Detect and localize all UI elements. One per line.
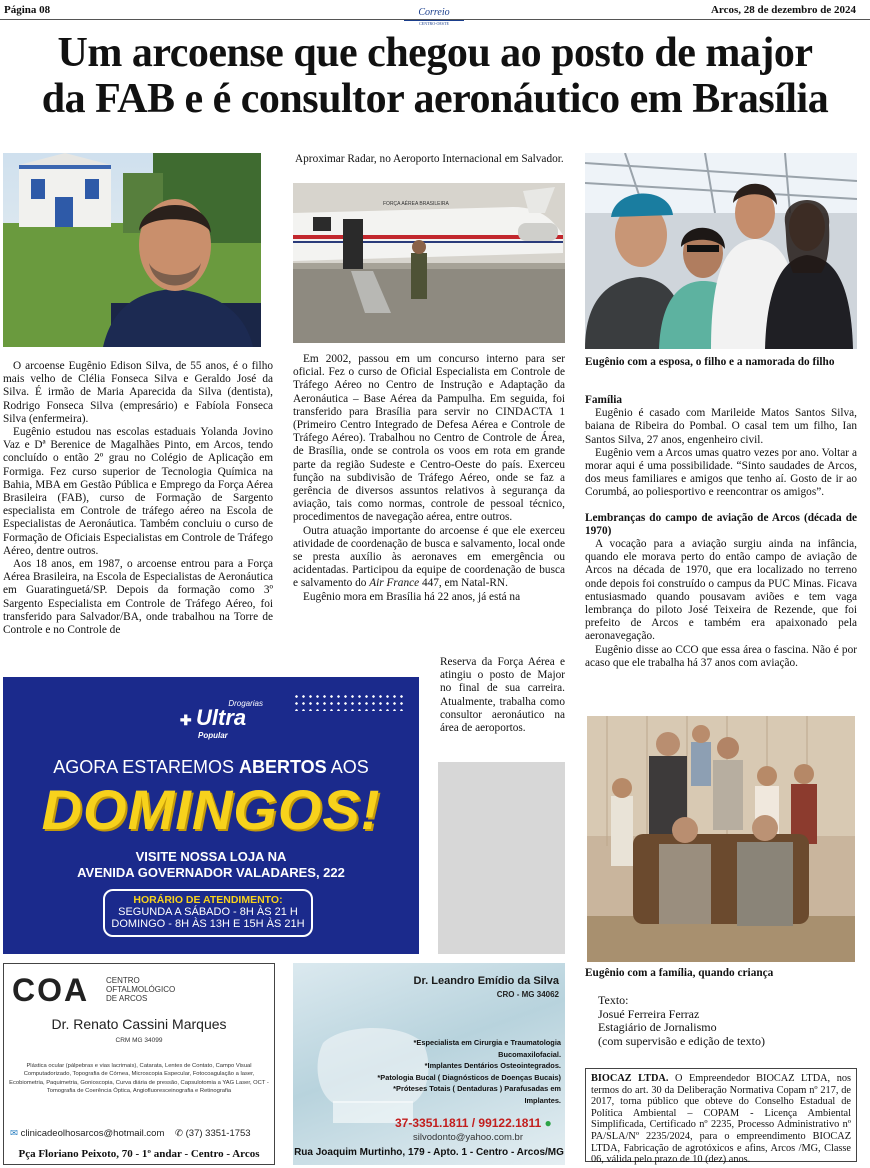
headline-line-2: da FAB e é consultor aeronáutico em Brasília: [41, 76, 829, 122]
plane-lettering: FORÇA AÉREA BRASILEIRA: [383, 201, 449, 207]
dentist-service: *Próteses Totais ( Dentaduras ) Parafusadas em Implantes.: [393, 1084, 561, 1105]
gray-placeholder-box: [438, 762, 565, 954]
paragraph: Aproximar Radar, no Aeroporto Internacional em Salvador.: [295, 153, 564, 165]
plus-icon: ✚: [179, 712, 192, 728]
notice-company: BIOCAZ LTDA.: [591, 1073, 669, 1084]
notice-text: O Empreendedor BIOCAZ LTDA, nos termos do art. 30 da Deliberação Normativa Copam nº 217, de 2017, torna público que obteve do Conselho Estadual de Política Ambiental – COPAM - Licença Ambiental Simplificada, Certificado nº 2235, Processo Administrativo nº PA/SLA/Nº 2235/2024, para o empreendimento BIOCAZ LTDA, Fabricação de agrotóxicos e afins, Arcos /MG, Classe 06, válida pelo prazo de 10 (dez) anos.: [591, 1073, 852, 1166]
coa-logo: COA: [12, 972, 90, 1008]
coa-name: [106, 976, 175, 1003]
ultra-brand-top: Drogarias: [228, 699, 263, 708]
paragraph: Eugênio estudou nas escolas estaduais Yolanda Jovino Vaz e Dª Berenice de Magalhães Pinto, em Arcos, tendo concluído o então 2º grau no Colégio de Aplicação em Formiga. Fez curso superior de Tecnologia Química na Bahia, MBA em Gestão Pública e Emprego da Força Aérea Brasileira (FAB), curso de Formação de Sargento especialista em Controle de tráfego aéreo na Escola de Especialistas de Aeronáutica. Também concluiu o curso de Formação de Oficiais Especialistas em Controle de Tráfego Aéreo, dentre outros.: [3, 426, 273, 557]
phone-icon: ✆: [175, 1128, 183, 1139]
childhood-family-photo: [587, 716, 855, 962]
paragraph: Outra atuação importante do arcoense é que ele exerceu atividade de coordenação de busca e salvamento, local onde se presta auxílio às aeronaves em emergência ou acidentadas. Participou da equipe de coordenação de busca e salvamento do Air France 447, em Natal-RN.: [293, 524, 565, 590]
portrait-photo: [3, 153, 261, 347]
coa-contact: [10, 1128, 251, 1139]
dot-pattern: [293, 693, 403, 711]
coa-doctor: Dr. Renato Cassini Marques: [51, 1016, 227, 1032]
ad-visit-2: AVENIDA GOVERNADOR VALADARES, 222: [77, 865, 345, 880]
section-title-memories: Lembranças do campo de aviação de Arcos (década de 1970): [585, 511, 857, 537]
hours-weekdays: SEGUNDA A SÁBADO - 8H ÀS 21 H: [118, 906, 298, 918]
dentist-phones-text: 37-3351.1811 / 99122.1811: [395, 1116, 542, 1130]
paragraph: Eugênio disse ao CCO que essa área o fascina. Não é por acaso que ele trabalha há 37 anos com aviação.: [585, 643, 857, 669]
ad-line-1: [3, 757, 419, 778]
ultra-brand: Ultra: [196, 705, 247, 730]
column-2-top-text: [295, 153, 565, 166]
headline-line-1: Um arcoense que chegou ao posto de major: [57, 30, 813, 76]
ultra-brand-sub: Popular: [198, 731, 228, 740]
dentist-service: *Patologia Bucal ( Diagnósticos de Doenças Bucais): [377, 1072, 561, 1082]
coa-email: clinicadeolhosarcos@hotmail.com: [20, 1128, 165, 1139]
paragraph: Eugênio vem a Arcos umas quatro vezes por ano. Voltar a morar aqui é uma possibilidade. “Sinto saudades de Arcos, dos meus familiares e amigos que tenho aí. Gosto de ir ao Corumbá, ao poliesportivo e reencontrar os amigos”.: [585, 446, 857, 499]
credits-note: (com supervisão e edição de texto): [598, 1033, 765, 1048]
photo-caption-1: Eugênio com a esposa, o filho e a namorada do filho: [585, 356, 835, 368]
newspaper-logo: [404, 2, 464, 26]
coa-address: Pça Floriano Peixoto, 70 - 1º andar - Centro - Arcos: [18, 1148, 260, 1160]
dentist-cro: CRO - MG 34062: [496, 990, 559, 999]
paragraph: Aos 18 anos, em 1987, o arcoense entrou para a Força Aérea Brasileira, na Escola de Especialistas de Aeronáutica em Guaratinguetá/SP. Depois da formação como 3º Sargento Especialista em Controle de Tráfego Aéreo, foi transferido para Salvador/BA, onde trabalhou na Torre de Controle e no Controle de: [3, 558, 273, 637]
column-1-text: [3, 360, 273, 637]
coa-name-2: OFTALMOLÓGICO: [106, 985, 176, 994]
ad-drogarias-ultra: [3, 677, 419, 954]
airplane-photo: [293, 183, 565, 343]
issue-date: Arcos, 28 de dezembro de 2024: [710, 4, 856, 16]
ad-line-1a: AGORA ESTAREMOS: [53, 757, 239, 777]
paragraph: A vocação para a aviação surgiu ainda na infância, quando ele morava perto do então campo de aviação de Arcos na década de 1970, que era localizado no terreno onde depois foi construído o campus da PUC Minas. Ficava entusiasmado quando pousavam aviões e tem vaga lembrança do piloto José Teixeira de Rezende, que foi prefeito de Arcos e também era apaixonado pela aeronavegação.: [585, 538, 857, 643]
credits-author: Josué Ferreira Ferraz: [598, 1006, 700, 1021]
hours-box: [103, 889, 313, 937]
paragraph: Em 2002, passou em um concurso interno para ser oficial. Fez o curso de Oficial Especialista em Controle de Tráfego Aéreo no Centro de Instrução e Adaptação da Aeronáutica – Base Aérea da Pampulha. Em seguida, foi transferido para Brasília para servir no CINDACTA 1 (Primeiro Centro Integrado de Defesa Aérea e Controle de Tráfego Aéreo). Trabalhou no Centro de Controle de Área, de Brasília, onde se controla os voos em rota em grande parte da região Sudeste e Centro-Oeste do país. Exerceu função na subdivisão de Tráfego Aéreo, onde se faz a gerência de diversos assuntos relativos à segurança da aviação, tais como normas, controle de pessoal técnico, procedimentos de navegação aérea, entre outros.: [293, 353, 565, 524]
dentist-services: [371, 1037, 561, 1107]
column-2-narrow-text: Reserva da Força Aérea e atingiu o posto de Major no final de sua carreira. Atualmente, trabalha como consultor aeronáutico na área de aeroportos.: [440, 656, 565, 735]
ad-coa: [3, 963, 275, 1165]
logo-subtext: CENTRO-OESTE: [404, 20, 464, 26]
credits-label: Texto:: [598, 993, 629, 1007]
ad-dentist: [293, 963, 565, 1165]
legal-notice-biocaz: [585, 1068, 857, 1166]
email-icon: ✉: [10, 1128, 18, 1139]
paragraph: Eugênio é casado com Marileide Matos Santos Silva, baiana de Ribeira do Pombal. O casal tem um filho, Ian Santos Silva, 27 anos, engenheiro civil.: [585, 407, 857, 446]
dentist-email: silvodonto@yahoo.com.br: [413, 1132, 523, 1143]
ad-big-text: DOMINGOS!: [41, 778, 381, 841]
section-title-family: Família: [585, 394, 623, 406]
page-number: Página 08: [4, 4, 51, 16]
logo-text: Correio: [418, 7, 450, 18]
coa-phone: (37) 3351-1753: [185, 1128, 251, 1139]
hours-sunday: DOMINGO - 8H ÀS 13H E 15H ÀS 21H: [111, 918, 305, 930]
credits: [598, 994, 838, 1048]
dentist-name: Dr. Leandro Emídio da Silva: [413, 975, 559, 987]
headline: [0, 30, 870, 122]
coa-services: Plástica ocular (pálpebras e vias lacrimais), Catarata, Lentes de Contato, Campo Visual Computadorizado, Topografia de Córnea, Microscopia Especular, Fotocoagulação a laser, Ecobiometria, Paquimetria, Gonioscopia, Curva diária de pressão, Capsulotomia a YAG Laser, OCT - Tomografia de Coerência Óptica, Angiofluoresceinografia e Retinografia: [9, 1063, 269, 1095]
ad-line-1c: AOS: [326, 757, 369, 777]
coa-crm: CRM MG 34099: [115, 1037, 163, 1044]
dentist-service: *Especialista em Cirurgia e Traumatologia Bucomaxilofacial.: [413, 1038, 561, 1059]
coa-name-1: CENTRO: [106, 976, 140, 985]
coa-name-3: DE ARCOS: [106, 994, 148, 1003]
credits-role: Estagiário de Jornalismo: [598, 1020, 717, 1034]
column-3-text: [585, 394, 857, 670]
paragraph: Eugênio mora em Brasília há 22 anos, já está na: [303, 590, 521, 603]
ad-line-1b: ABERTOS: [239, 757, 327, 777]
header-rule: [0, 19, 870, 20]
photo-caption-2: Eugênio com a família, quando criança: [585, 967, 774, 979]
hours-title: HORÁRIO DE ATENDIMENTO:: [133, 894, 283, 906]
paragraph: O arcoense Eugênio Edison Silva, de 55 anos, é o filho mais velho de Clélia Fonseca Silva e Geraldo José da Silva. É irmão de Maria Aparecida da Silva (dentista), Rodrigo Fonseca Silva (empresário) e Fabíola Fonseca Silva (enfermeira).: [3, 360, 273, 425]
dentist-service: *Implantes Dentários Osteointegrados.: [424, 1061, 561, 1071]
ad-visit-1: VISITE NOSSA LOJA NA: [135, 849, 287, 864]
whatsapp-icon: ●: [544, 1116, 552, 1130]
dentist-phones: [395, 1116, 552, 1130]
ultra-logo: [163, 705, 263, 731]
column-2-text: [293, 353, 565, 604]
family-photo: [585, 153, 857, 349]
dentist-address: Rua Joaquim Murtinho, 179 - Apto. 1 - Centro - Arcos/MG: [294, 1147, 564, 1158]
